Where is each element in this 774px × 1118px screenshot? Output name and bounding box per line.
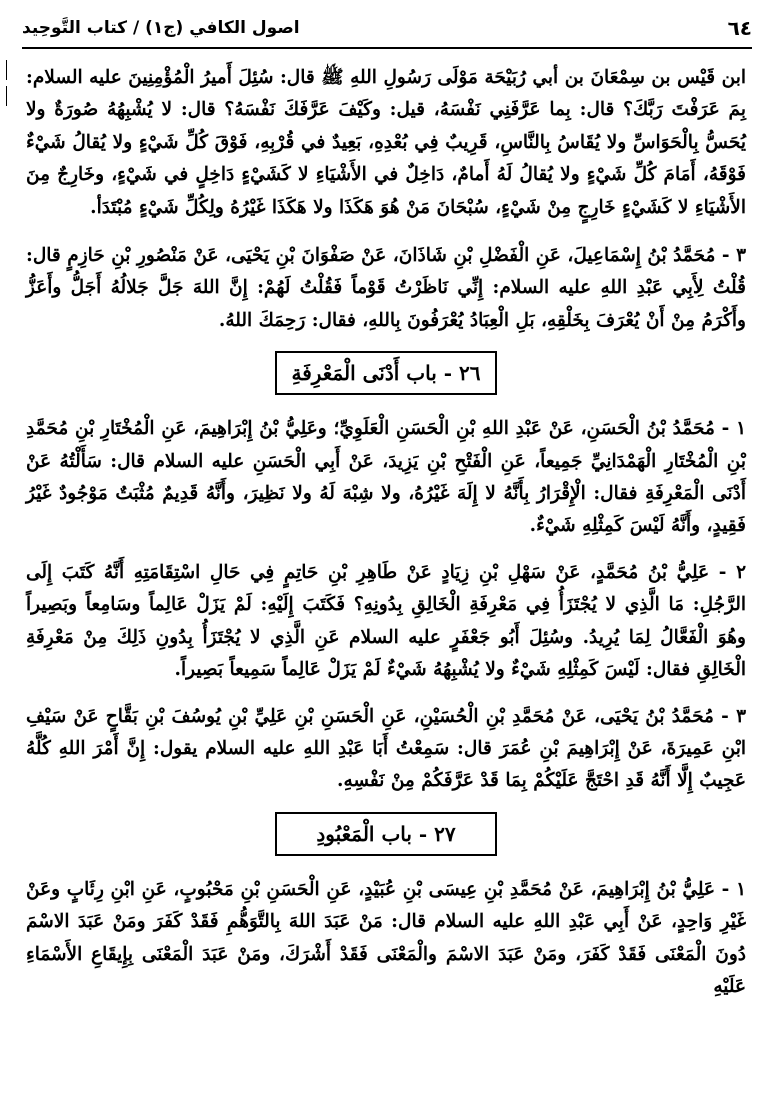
hadith-paragraph: ابن قَيْس بن سِمْعَانَ بن أبي رُبَيْحَة مَوْلَى رَسُولِ اللهِ ﷺ قال: سُئِلَ أَميرُ الْمُؤْمِنِينَ عليه السلام: بِمَ عَرَفْتَ رَبَّكَ؟ قال: بِما عَرَّفَنِي نَفْسَهُ، قيل: وكَيْفَ عَرَّفَكَ نَفْسَهُ؟ قال: لا يُشْبِهُهُ صُورَةٌ ولا يُحَسُّ بِالْحَوَاسِّ ولا يُقَاسُ بِالنَّاسِ، قَرِيبٌ فِي بُعْدِهِ، بَعِيدٌ في قُرْبِهِ، فَوْقَ كُلِّ شَيْءٍ ولا يُقالُ شَيْءٌ فَوْقَهُ، أَمَامَ كُلِّ شَيْءٍ ولا يُقالُ لَهُ أَمامٌ، دَاخِلٌ في الأَشْيَاءِ لا كَشَيْءٍ دَاخِلٍ في شَيْءٍ، وخَارِجٌ مِنَ الأَشْيَاءِ لا كَشَيْءٍ خَارِجٍ مِنْ شَيْءٍ، سُبْحَانَ مَنْ هُوَ هَكَذَا ولا هَكَذَا غَيْرُهُ ولِكُلِّ شَيْءٍ مُبْتَدَأ.	[26, 67, 746, 218]
margin-mark	[6, 60, 7, 80]
header-rule	[22, 47, 752, 49]
page-number: ٦٤	[727, 16, 752, 40]
margin-mark	[6, 86, 7, 106]
hadith-paragraph: ١ - مُحَمَّدُ بْنُ الْحَسَنِ، عَنْ عَبْدِ اللهِ بْنِ الْحَسَنِ الْعَلَوِيِّ؛ وعَلِيُّ بْنُ إِبْرَاهِيمَ، عَنِ الْمُخْتَارِ بْنِ مُحَمَّدِ بْنِ الْمُخْتَارِ الْهَمْدَانِيِّ جَمِيعاً، عَنِ الْفَتْحِ بْنِ يَزِيدَ، عَنْ أَبِي الْحَسَنِ عليه السلام قال: سَأَلْتُهُ عَنْ أَدْنَى الْمَعْرِفَةِ فقال: الْإِقْرَارُ بِأَنَّهُ لا إِلَهَ غَيْرُهُ، ولا شِبْهَ لَهُ ولا نَظِيرَ، وأَنَّهُ قَدِيمٌ مُثْبَتٌ مَوْجُودٌ غَيْرُ فَقِيدٍ، وأَنَّهُ لَيْسَ كَمِثْلِهِ شَيْءٌ.	[26, 418, 746, 537]
chapter-heading: ٢٦ - باب أَدْنَى الْمَعْرِفَةِ	[275, 351, 497, 395]
running-header	[22, 12, 752, 44]
hadith-paragraph: ٢ - عَلِيُّ بْنُ مُحَمَّدٍ، عَنْ سَهْلِ بْنِ زِيَادٍ عَنْ طَاهِرِ بْنِ حَاتِمٍ فِي حَالِ اسْتِقَامَتِهِ أَنَّهُ كَتَبَ إِلَى الرَّجُلِ: مَا الَّذِي لا يُجْتَزَأُ فِي مَعْرِفَةِ الْخَالِقِ بِدُونِهِ؟ فَكَتَبَ إِلَيْهِ: لَمْ يَزَلْ عَالِماً وسَامِعاً وبَصِيراً وهُوَ الْفَعَّالُ لِمَا يُرِيدُ. وسُئِلَ أَبُو جَعْفَرٍ عليه السلام عَنِ الَّذِي لا يُجْتَزَأُ بِدُونِ ذَلِكَ مِنْ مَعْرِفَةِ الْخَالِقِ فقال: لَيْسَ كَمِثْلِهِ شَيْءٌ ولا يُشْبِهُهُ شَيْءٌ لَمْ يَزَلْ عَالِماً سَمِيعاً بَصِيراً.	[26, 561, 746, 681]
page-body	[26, 62, 746, 1017]
hadith-paragraph: ٣ - مُحَمَّدُ بْنُ يَحْيَى، عَنْ مُحَمَّدِ بْنِ الْحُسَيْنِ، عَنِ الْحَسَنِ بْنِ عَلِيِّ بْنِ يُوسُفَ بْنِ بَقَّاحٍ عَنْ سَيْفِ ابْنِ عَمِيرَةَ، عَنْ إِبْرَاهِيمَ بْنِ عُمَرَ قال: سَمِعْتُ أَبَا عَبْدِ اللهِ عليه السلام يقول: إِنَّ أَمْرَ اللهِ كُلَّهُ عَجِيبٌ إِلَّا أَنَّهُ قَدِ احْتَجَّ عَلَيْكُمْ بِمَا قَدْ عَرَّفَكُمْ مِنْ نَفْسِهِ.	[26, 705, 746, 792]
chapter-heading: ٢٧ - باب الْمَعْبُودِ	[275, 812, 497, 856]
hadith-paragraph: ٣ - مُحَمَّدُ بْنُ إِسْمَاعِيلَ، عَنِ الْفَضْلِ بْنِ شَاذَانَ، عَنْ صَفْوَانَ بْنِ يَحْيَى، عَنْ مَنْصُورِ بْنِ حَازِمٍ قال: قُلْتُ لِأَبِي عَبْدِ اللهِ عليه السلام: إِنِّي نَاظَرْتُ قَوْماً فَقُلْتُ لَهُمْ: إِنَّ اللهَ جَلَّ جَلالُهُ أَجَلُّ وأَعَزُّ وأَكْرَمُ مِنْ أَنْ يُعْرَفَ بِخَلْقِهِ، بَلِ الْعِبَادُ يُعْرَفُونَ بِاللهِ، فقال: رَحِمَكَ اللهُ.	[26, 245, 746, 331]
hadith-paragraph: ١ - عَلِيُّ بْنُ إِبْرَاهِيمَ، عَنْ مُحَمَّدِ بْنِ عِيسَى بْنِ عُبَيْدٍ، عَنِ الْحَسَنِ بْنِ مَحْبُوبٍ، عَنِ ابْنِ رِئَابٍ وعَنْ غَيْرِ وَاحِدٍ، عَنْ أَبِي عَبْدِ اللهِ عليه السلام قال: مَنْ عَبَدَ اللهَ بِالتَّوَهُّمِ فَقَدْ كَفَرَ ومَنْ عَبَدَ الاسْمَ دُونَ الْمَعْنَى فَقَدْ كَفَرَ، ومَنْ عَبَدَ الاسْمَ والْمَعْنَى فَقَدْ أَشْرَكَ، ومَنْ عَبَدَ الْمَعْنَى بِإِيقَاعِ الأَسْمَاءِ عَلَيْهِ	[26, 878, 746, 997]
book-title: اصول الكافي (ج١) / كتاب التَّوحِيد	[22, 18, 300, 38]
